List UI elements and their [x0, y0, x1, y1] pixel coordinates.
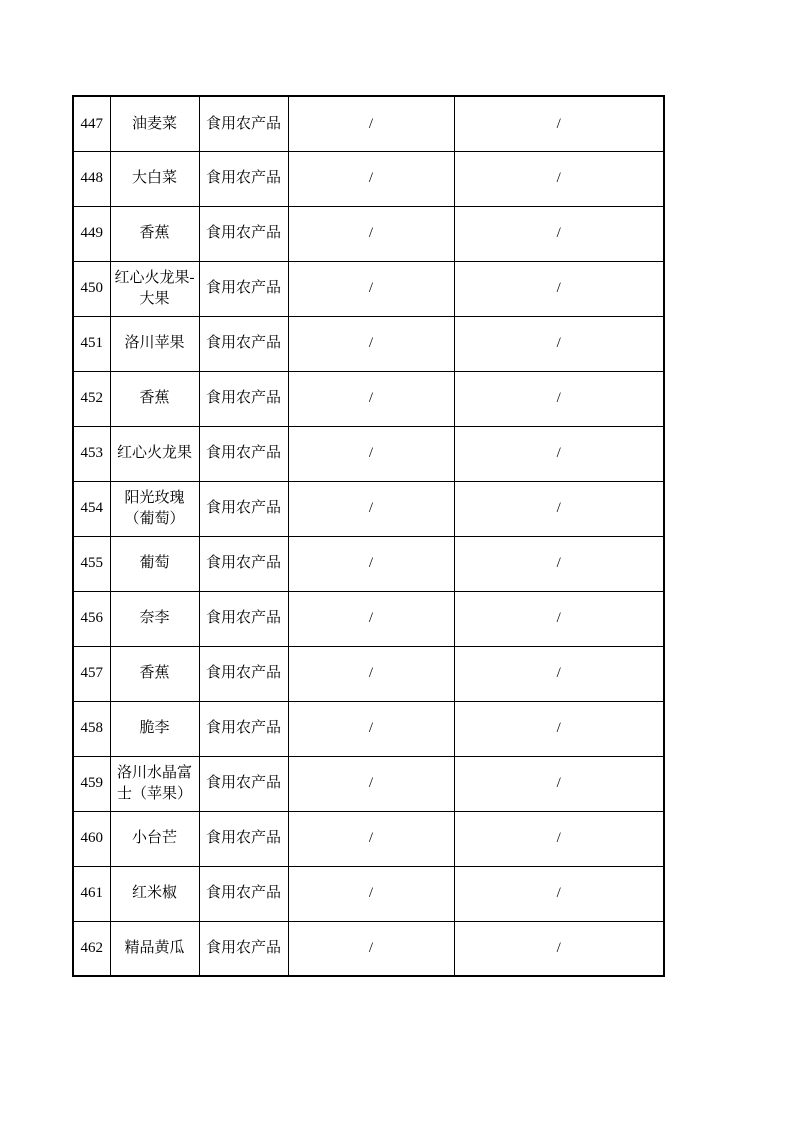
product-category: 食用农产品 [199, 701, 288, 756]
table-body [73, 96, 664, 976]
product-category: 食用农产品 [199, 866, 288, 921]
row-index: 452 [73, 371, 110, 426]
product-name: 脆李 [110, 701, 199, 756]
col4-value: / [288, 646, 454, 701]
col4-value: / [288, 811, 454, 866]
product-name: 油麦菜 [110, 96, 199, 151]
table-row [73, 426, 664, 481]
product-name: 香蕉 [110, 206, 199, 261]
product-category: 食用农产品 [199, 261, 288, 316]
product-name: 葡萄 [110, 536, 199, 591]
product-name: 洛川苹果 [110, 316, 199, 371]
table-row [73, 756, 664, 811]
row-index: 451 [73, 316, 110, 371]
table-row [73, 701, 664, 756]
table-row [73, 151, 664, 206]
row-index: 447 [73, 96, 110, 151]
row-index: 450 [73, 261, 110, 316]
table-row [73, 866, 664, 921]
products-table [72, 95, 665, 977]
product-category: 食用农产品 [199, 591, 288, 646]
table-row [73, 316, 664, 371]
row-index: 456 [73, 591, 110, 646]
col5-value: / [454, 866, 664, 921]
table-row [73, 646, 664, 701]
product-name: 大白菜 [110, 151, 199, 206]
col5-value: / [454, 646, 664, 701]
col5-value: / [454, 591, 664, 646]
product-category: 食用农产品 [199, 316, 288, 371]
col5-value: / [454, 261, 664, 316]
product-category: 食用农产品 [199, 646, 288, 701]
col5-value: / [454, 426, 664, 481]
product-category: 食用农产品 [199, 151, 288, 206]
col5-value: / [454, 96, 664, 151]
row-index: 448 [73, 151, 110, 206]
table-row [73, 481, 664, 536]
col4-value: / [288, 536, 454, 591]
col5-value: / [454, 481, 664, 536]
table-row [73, 921, 664, 976]
row-index: 460 [73, 811, 110, 866]
col4-value: / [288, 206, 454, 261]
row-index: 462 [73, 921, 110, 976]
col4-value: / [288, 866, 454, 921]
col4-value: / [288, 261, 454, 316]
col4-value: / [288, 701, 454, 756]
col4-value: / [288, 316, 454, 371]
col5-value: / [454, 701, 664, 756]
product-category: 食用农产品 [199, 96, 288, 151]
col5-value: / [454, 206, 664, 261]
row-index: 457 [73, 646, 110, 701]
col4-value: / [288, 481, 454, 536]
product-name: 小台芒 [110, 811, 199, 866]
product-category: 食用农产品 [199, 371, 288, 426]
row-index: 455 [73, 536, 110, 591]
product-name: 奈李 [110, 591, 199, 646]
row-index: 454 [73, 481, 110, 536]
product-category: 食用农产品 [199, 426, 288, 481]
col5-value: / [454, 756, 664, 811]
table-row [73, 371, 664, 426]
row-index: 453 [73, 426, 110, 481]
product-category: 食用农产品 [199, 536, 288, 591]
product-name: 红米椒 [110, 866, 199, 921]
col4-value: / [288, 921, 454, 976]
product-name: 红心火龙果 [110, 426, 199, 481]
table-row [73, 206, 664, 261]
col5-value: / [454, 536, 664, 591]
col4-value: / [288, 371, 454, 426]
col4-value: / [288, 591, 454, 646]
col4-value: / [288, 96, 454, 151]
col4-value: / [288, 151, 454, 206]
product-name: 香蕉 [110, 371, 199, 426]
product-name: 洛川水晶富士（苹果） [110, 756, 199, 811]
table-row [73, 536, 664, 591]
product-category: 食用农产品 [199, 811, 288, 866]
product-name: 精品黄瓜 [110, 921, 199, 976]
row-index: 459 [73, 756, 110, 811]
row-index: 458 [73, 701, 110, 756]
col5-value: / [454, 371, 664, 426]
table-row [73, 811, 664, 866]
col5-value: / [454, 316, 664, 371]
product-name: 阳光玫瑰（葡萄） [110, 481, 199, 536]
row-index: 461 [73, 866, 110, 921]
table-row [73, 96, 664, 151]
product-category: 食用农产品 [199, 481, 288, 536]
col4-value: / [288, 756, 454, 811]
col5-value: / [454, 811, 664, 866]
col4-value: / [288, 426, 454, 481]
row-index: 449 [73, 206, 110, 261]
product-name: 香蕉 [110, 646, 199, 701]
product-category: 食用农产品 [199, 921, 288, 976]
col5-value: / [454, 921, 664, 976]
product-name: 红心火龙果-大果 [110, 261, 199, 316]
col5-value: / [454, 151, 664, 206]
table-row [73, 261, 664, 316]
product-category: 食用农产品 [199, 756, 288, 811]
product-category: 食用农产品 [199, 206, 288, 261]
table-row [73, 591, 664, 646]
